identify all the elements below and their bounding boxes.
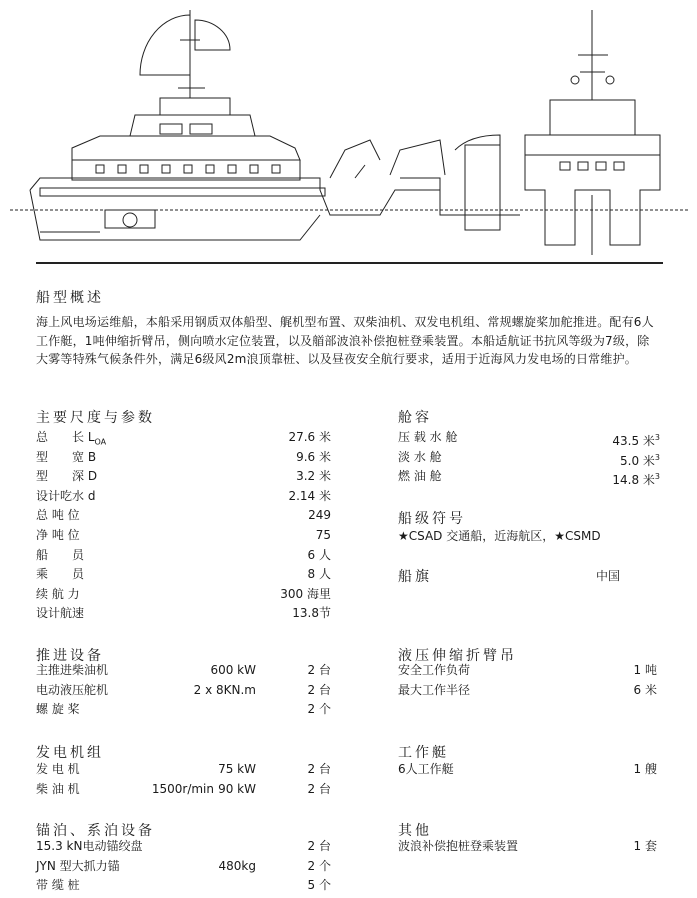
table-row — [36, 837, 331, 857]
generators-title: 发电机组 — [36, 745, 104, 761]
table-row — [36, 565, 331, 585]
crane-label: 安全工作负荷 — [398, 663, 471, 677]
dim-label: 乘 员 — [36, 567, 85, 582]
table-row — [36, 467, 331, 487]
divider — [36, 262, 663, 264]
table-row — [36, 857, 331, 877]
tank-value: 43.5 米 — [612, 434, 655, 448]
crane-table — [398, 661, 657, 700]
class-section — [398, 508, 466, 528]
dim-label: 设计航速 — [36, 606, 85, 621]
dim-value: 27.6 米 — [288, 430, 331, 444]
workboat-value: 1 艘 — [633, 762, 657, 776]
mooring-label: JYN 型大抓力锚 — [36, 858, 120, 873]
table-row — [36, 780, 331, 800]
prop-qty: 2 台 — [307, 663, 331, 677]
other-table — [398, 837, 657, 857]
mooring-label: 带 缆 桩 — [36, 878, 80, 893]
flag-section — [398, 566, 432, 586]
tank-label: 压 载 水 舱 — [398, 430, 458, 444]
table-row — [398, 467, 660, 487]
dim-value: 3.2 米 — [296, 469, 331, 484]
table-row — [36, 487, 331, 507]
table-row — [398, 837, 657, 857]
dim-value: 8 人 — [307, 567, 331, 582]
tank-unit-sup: 3 — [654, 472, 660, 482]
gen-spec2: 75 kW — [218, 762, 256, 776]
flag-value: 中国 — [596, 569, 621, 583]
table-row — [36, 661, 331, 681]
table-row — [36, 585, 331, 605]
prop-spec: 600 kW — [210, 663, 256, 677]
dim-value: 6 人 — [307, 547, 331, 562]
table-row — [398, 448, 660, 468]
gen-spec1: 1500r/min — [151, 781, 214, 796]
prop-spec: 2 x 8KN.m — [193, 682, 256, 697]
dim-label: 船 员 — [36, 547, 85, 562]
crane-value: 1 吨 — [633, 663, 657, 677]
main-dims-section — [36, 407, 155, 427]
prop-label: 螺 旋 桨 — [36, 702, 80, 717]
main-dims-table — [36, 428, 331, 624]
tank-label: 燃 油 舱 — [398, 469, 442, 484]
other-title: 其他 — [398, 823, 432, 839]
crane-value: 6 米 — [633, 682, 657, 697]
tank-value: 5.0 米 — [620, 453, 655, 468]
gen-label: 发 电 机 — [36, 762, 80, 776]
dim-value: 13.8节 — [292, 606, 331, 621]
table-row — [36, 506, 331, 526]
other-value: 1 套 — [633, 839, 657, 853]
prop-label: 主推进柴油机 — [36, 663, 109, 677]
table-row — [36, 526, 331, 546]
dim-label: 设计吃水 d — [36, 488, 96, 503]
dim-value: 249 — [308, 508, 331, 523]
tank-value: 14.8 米 — [612, 473, 655, 488]
intro-text: 海上风电场运维船，本船采用钢质双体船型、艉机型布置、双柴油机、双发电机组、常规螺旋桨加舵推进。配有6人工作艇，1吨伸缩折臂吊，侧向喷水定位装置，以及艏部波浪补偿抱桩登乘装置。本船适航证书抗风等级为7级，除大雾等特殊气候条件外，满足6级风2m浪顶靠桩、以及昼夜安全航行要求，适用于近海风力发电场的日常维护。 — [36, 315, 654, 366]
propulsion-title: 推进设备 — [36, 648, 104, 664]
table-row — [36, 428, 331, 448]
table-row — [36, 681, 331, 701]
intro-title: 船型概述 — [36, 290, 104, 306]
table-row — [36, 448, 331, 468]
prop-label: 电动液压舵机 — [36, 682, 109, 697]
workboat-table — [398, 760, 657, 780]
tanks-table — [398, 428, 660, 487]
table-row — [398, 760, 657, 780]
class-text: ★CSAD 交通船，近海航区，★CSMD — [398, 529, 601, 543]
dim-label: 型 宽 B — [36, 449, 97, 464]
dim-label: 总 长 L — [36, 430, 95, 444]
generators-section — [36, 742, 104, 762]
table-row — [36, 604, 331, 624]
mooring-label: 15.3 kN电动锚绞盘 — [36, 839, 143, 853]
table-row — [36, 760, 331, 780]
dim-label: 总 吨 位 — [36, 508, 80, 523]
dim-sub: OA — [94, 437, 107, 447]
mooring-qty: 2 个 — [307, 858, 331, 873]
crane-label: 最大工作半径 — [398, 682, 471, 697]
table-row — [36, 546, 331, 566]
tank-unit-sup: 3 — [654, 452, 660, 462]
tank-label: 淡 水 舱 — [398, 449, 442, 464]
dim-label: 型 深 D — [36, 469, 98, 484]
tank-unit-sup: 3 — [654, 433, 660, 442]
dim-value: 2.14 米 — [288, 488, 331, 503]
mooring-table — [36, 837, 331, 896]
table-row — [398, 661, 657, 681]
dim-value: 75 — [315, 527, 331, 542]
mooring-title: 锚泊、系泊设备 — [36, 823, 155, 839]
table-row — [36, 876, 331, 896]
other-label: 波浪补偿抱桩登乘装置 — [398, 839, 519, 853]
workboat-section — [398, 742, 449, 762]
gen-label: 柴 油 机 — [36, 781, 80, 796]
workboat-label: 6人工作艇 — [398, 762, 454, 776]
table-row — [398, 681, 657, 701]
tanks-title: 舱容 — [398, 410, 432, 426]
main-dims-title: 主要尺度与参数 — [36, 410, 155, 426]
workboat-title: 工作艇 — [398, 745, 449, 761]
mooring-qty: 2 台 — [307, 839, 331, 853]
propulsion-table — [36, 661, 331, 720]
gen-qty: 2 台 — [307, 781, 331, 796]
mooring-qty: 5 个 — [307, 878, 331, 893]
tanks-section — [398, 407, 432, 427]
table-row — [36, 700, 331, 720]
crane-title: 液压伸缩折臂吊 — [398, 648, 517, 664]
dim-value: 9.6 米 — [296, 449, 331, 464]
gen-spec2: 90 kW — [218, 781, 256, 796]
ship-drawing — [0, 0, 697, 268]
flag-title: 船旗 — [398, 569, 432, 585]
dim-label: 净 吨 位 — [36, 527, 80, 542]
dim-value: 300 海里 — [280, 586, 331, 601]
generators-table — [36, 760, 331, 799]
mooring-spec: 480kg — [218, 858, 256, 873]
class-title: 船级符号 — [398, 511, 466, 527]
dim-label: 续 航 力 — [36, 586, 80, 601]
prop-qty: 2 台 — [307, 682, 331, 697]
prop-qty: 2 个 — [307, 702, 331, 717]
table-row — [398, 428, 660, 448]
gen-qty: 2 台 — [307, 762, 331, 776]
